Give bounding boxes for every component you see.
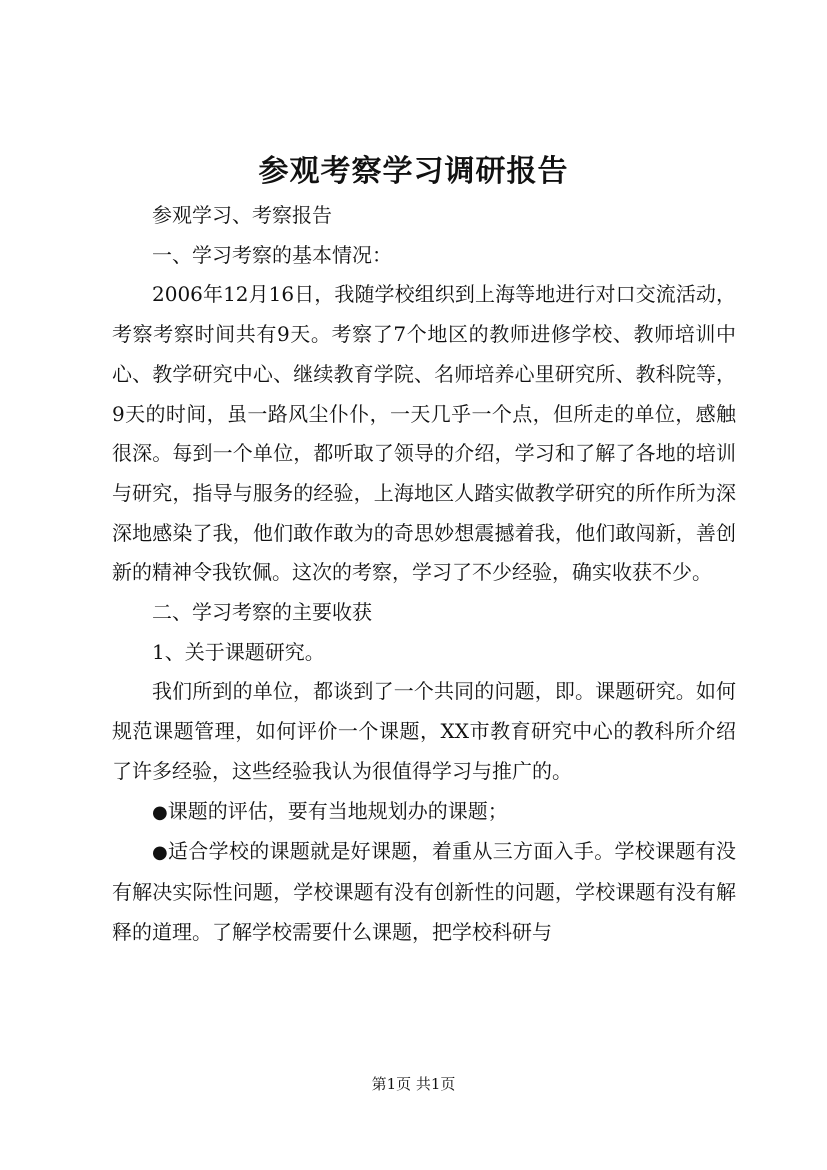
bullet-text: 适合学校的课题就是好课题，着重从三方面入手。学校课题有没有解决实际性问题，学校课题有没有创新性的问题，学校课题有没有解释的道理。了解学校需要什么课题，把学校科研与 (112, 839, 737, 944)
paragraph-section-2-heading: 二、学习考察的主要收获 (152, 600, 372, 625)
paragraph-basic-situation: 2006年12月16日，我随学校组织到上海等地进行对口交流活动，考察考察时间共有9天。考察了7个地区的教师进修学校、教师培训中心、教学研究中心、继续教育学院、名师培养心里研究所、教科院等，9天的时间，虽一路风尘仆仆，一天几乎一个点，但所走的单位，感触很深。每到一个单位，都听取了领导的介绍，学习和了解了各地的培训与研究，指导与服务的经验，上海地区人踏实做教学研究的所作所为深深地感染了我，他们敢作敢为的奇思妙想震撼着我，他们敢闯新，善创新的精神令我钦佩。这次的考察，学习了不少经验，确实收获不少。 (112, 282, 736, 585)
bullet-icon: ● (152, 801, 168, 823)
bullet-icon: ● (152, 842, 169, 864)
document-title: 参观考察学习调研报告 (258, 154, 569, 189)
paragraph-section-1-heading: 一、学习考察的基本情况： (152, 242, 392, 267)
paragraph-research-topics: 我们所到的单位，都谈到了一个共同的问题，即。课题研究。如何规范课题管理，如何评价一个课题，XX市教育研究中心的教科所介绍了许多经验，这些经验我认为很值得学习与推广的。 (112, 679, 736, 783)
bullet-item (112, 832, 736, 952)
paragraph-subtitle: 参观学习、考察报告 (152, 203, 332, 227)
paragraph-subsection-1-heading: 1、关于课题研究。 (152, 639, 325, 664)
document-body (112, 196, 736, 952)
bullet-item (112, 792, 736, 833)
bullet-text: 课题的评估，要有当地规划办的课题； (167, 798, 508, 823)
page-footer: 第1页 共1页 (371, 1075, 456, 1093)
